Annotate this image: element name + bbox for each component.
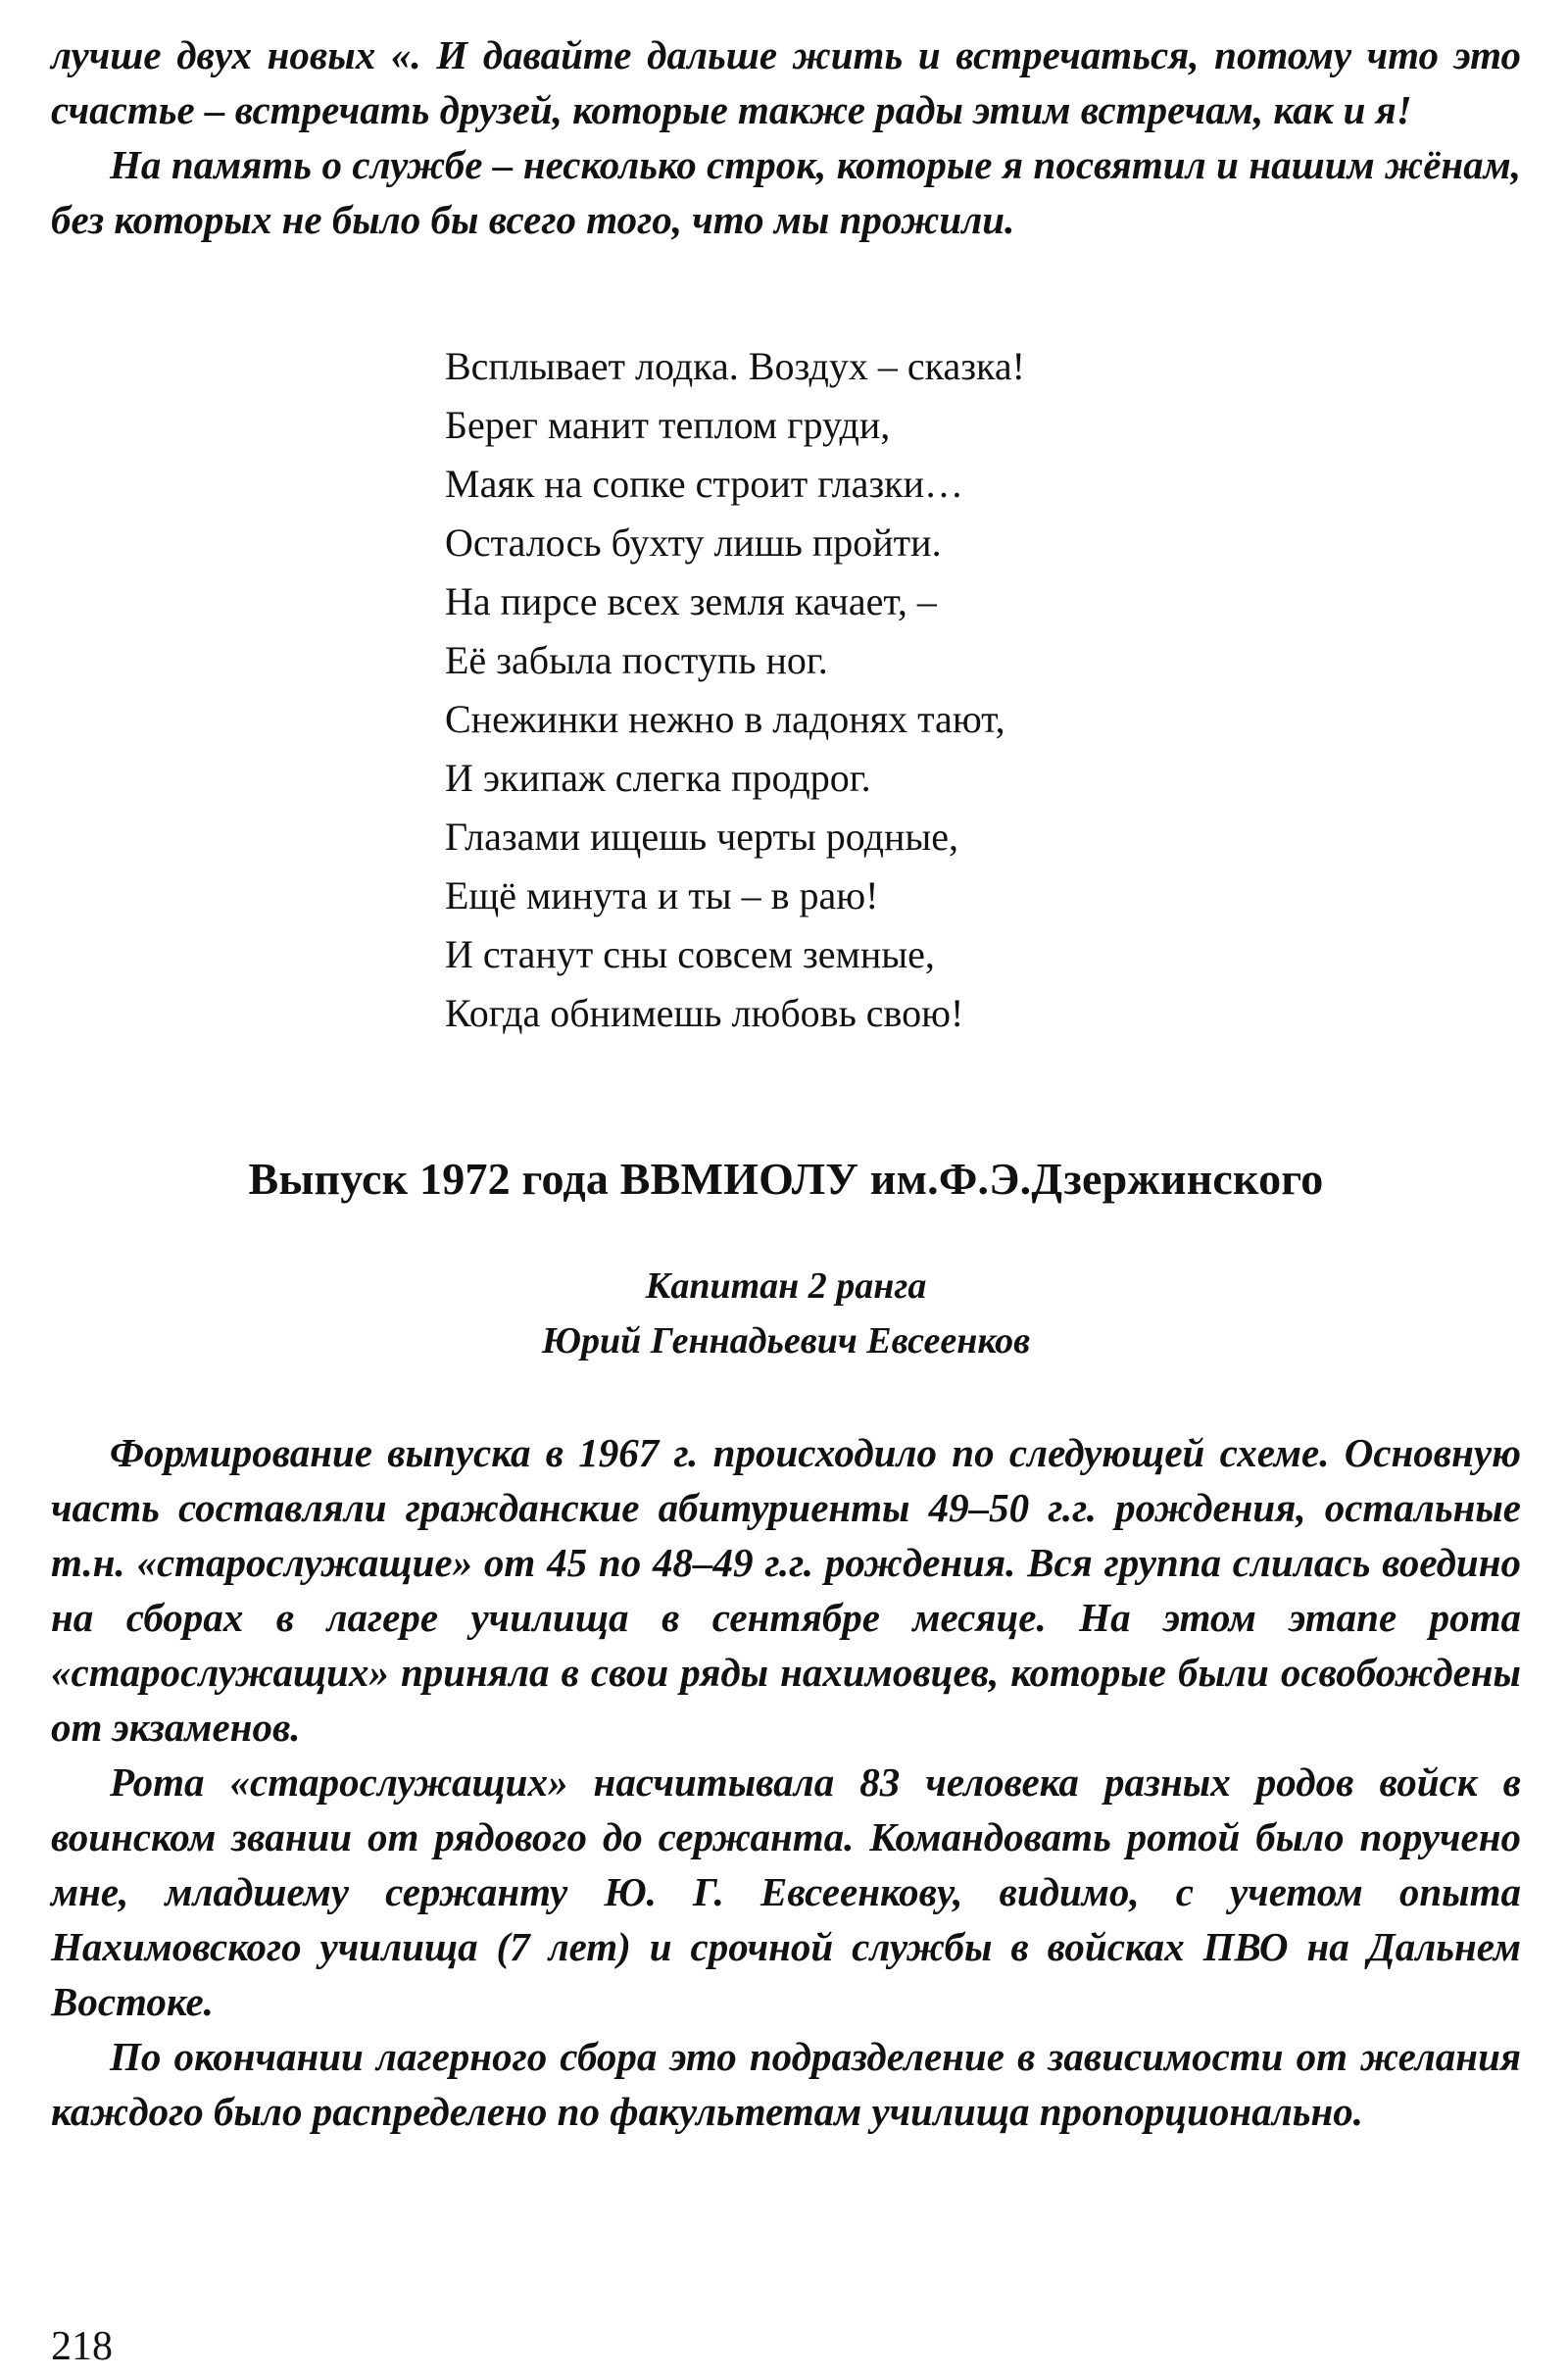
poem-line: И станут сны совсем земные, [445,932,935,976]
poem-line: Глазами ищешь черты родные, [445,815,959,859]
body-paragraph: По окончании лагерного сбора это подразделение в зависимости от желания каждого было распределено по факультетам училища пропорционально. [51,2034,1521,2134]
poem-line: Осталось бухту лишь пройти. [445,520,942,565]
section-body [51,1425,1521,2139]
author-name: Юрий Геннадьевич Евсеенков [541,1320,1031,1362]
poem-line: Берег манит теплом груди, [445,403,891,447]
book-page [51,27,1521,2139]
poem [445,337,1521,1043]
author-byline [51,1259,1521,1368]
poem-line: Всплывает лодка. Воздух – сказка! [445,344,1025,388]
poem-line: Ещё минута и ты – в раю! [445,873,879,917]
body-paragraph: Формирование выпуска в 1967 г. происходило по следующей схеме. Основную часть составляли гражданские абитуриенты 49–50 г.г. рождения, остальные т.н. «старослужащие» от 45 по 48–49 г.г. рождения. Вся группа слилась воедино на сборах в лагере училища в сентябре месяце. На этом этапе рота «старослужащих» приняла в свои ряды нахимовцев, которые были освобождены от экзаменов. [51,1430,1521,1750]
poem-line: Маяк на сопке строит глазки… [445,462,964,506]
body-paragraph: Рота «старослужащих» насчитывала 83 человека разных родов войск в воинском звании от рядового до сержанта. Командовать ротой было поручено мне, младшему сержанту Ю. Г. Евсеенкову, видимо, с учетом опыта Нахимовского училища (7 лет) и срочной службы в войсках ПВО на Дальнем Востоке. [51,1759,1521,2024]
poem-line: Когда обнимешь любовь свою! [445,991,964,1035]
intro-paragraph-continued: лучше двух новых «. И давайте дальше жить и встречаться, потому что это счастье – встречать друзей, которые также рады этим встречам, как и я! [51,32,1521,132]
section-title: Выпуск 1972 года ВВМИОЛУ им.Ф.Э.Дзержинского [248,1154,1324,1204]
poem-line: На пирсе всех земля качает, – [445,579,937,623]
intro-paragraph-dedication: На память о службе – несколько строк, которые я посвятил и нашим жёнам, без которых не было бы всего того, что мы прожили. [51,142,1521,242]
poem-line: Её забыла поступь ног. [445,638,828,682]
page-number: 218 [51,2324,113,2369]
poem-line: И экипаж слегка продрог. [445,756,871,800]
poem-line: Снежинки нежно в ладонях тают, [445,697,1005,741]
author-rank: Капитан 2 ранга [645,1265,927,1307]
